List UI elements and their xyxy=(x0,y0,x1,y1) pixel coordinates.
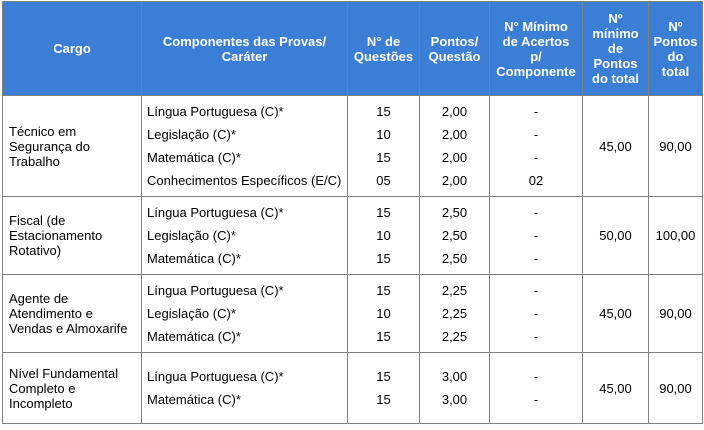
pontos-cell: 3,00 3,00 xyxy=(420,353,490,424)
minimo-pontos-cell: 50,00 xyxy=(583,197,649,275)
componentes-cell: Língua Portuguesa (C)* Legislação (C)* Matemática (C)* xyxy=(142,197,348,275)
header-minimo-acertos: N° Mínimo de Acertos p/ Componente xyxy=(490,2,583,96)
header-questoes: N° de Questões xyxy=(348,2,420,96)
componentes-cell: Língua Portuguesa (C)* Legislação (C)* Matemática (C)* Conhecimentos Específicos (E/C) xyxy=(142,96,348,197)
table-row xyxy=(3,353,703,424)
componentes-cell: Língua Portuguesa (C)* Matemática (C)* xyxy=(142,353,348,424)
minimo-acertos-cell: - - - 02 xyxy=(490,96,583,197)
minimo-acertos-cell: - - - xyxy=(490,275,583,353)
header-cargo: Cargo xyxy=(3,2,142,96)
table-row xyxy=(3,96,703,197)
minimo-acertos-cell: - - - xyxy=(490,197,583,275)
questoes-cell: 15 10 15 05 xyxy=(348,96,420,197)
componentes-cell: Língua Portuguesa (C)* Legislação (C)* Matemática (C)* xyxy=(142,275,348,353)
table-row xyxy=(3,197,703,275)
table-row xyxy=(3,275,703,353)
cargo-cell: Agente de Atendimento e Vendas e Almoxarife xyxy=(3,275,142,353)
header-row xyxy=(3,2,703,96)
pontos-total-cell: 90,00 xyxy=(649,275,703,353)
minimo-pontos-cell: 45,00 xyxy=(583,353,649,424)
exam-components-table xyxy=(2,1,703,424)
header-pontos-total: Nº Pontos do total xyxy=(649,2,703,96)
minimo-acertos-cell: - - xyxy=(490,353,583,424)
header-pontos-questao: Pontos/ Questão xyxy=(420,2,490,96)
cargo-cell: Nível Fundamental Completo e Incompleto xyxy=(3,353,142,424)
header-minimo-pontos: Nº mínimo de Pontos do total xyxy=(583,2,649,96)
pontos-total-cell: 90,00 xyxy=(649,353,703,424)
pontos-cell: 2,25 2,25 2,25 xyxy=(420,275,490,353)
pontos-cell: 2,50 2,50 2,50 xyxy=(420,197,490,275)
pontos-cell: 2,00 2,00 2,00 2,00 xyxy=(420,96,490,197)
pontos-total-cell: 90,00 xyxy=(649,96,703,197)
questoes-cell: 15 10 15 xyxy=(348,275,420,353)
pontos-total-cell: 100,00 xyxy=(649,197,703,275)
questoes-cell: 15 10 15 xyxy=(348,197,420,275)
header-componentes: Componentes das Provas/ Caráter xyxy=(142,2,348,96)
questoes-cell: 15 15 xyxy=(348,353,420,424)
minimo-pontos-cell: 45,00 xyxy=(583,96,649,197)
cargo-cell: Fiscal (de Estacionamento Rotativo) xyxy=(3,197,142,275)
minimo-pontos-cell: 45,00 xyxy=(583,275,649,353)
cargo-cell: Técnico em Segurança do Trabalho xyxy=(3,96,142,197)
